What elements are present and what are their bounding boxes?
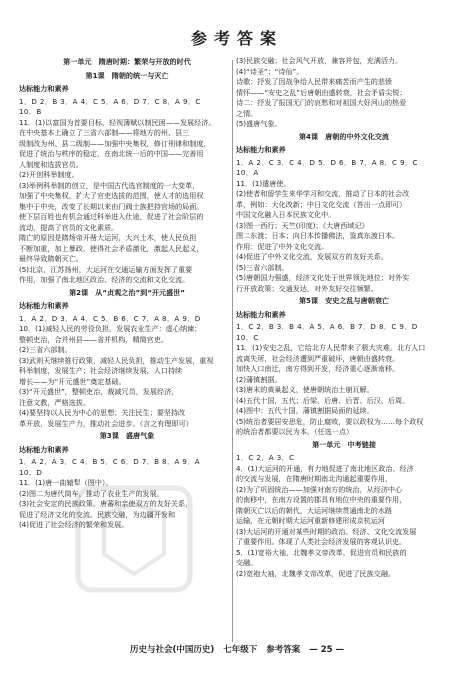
lesson-5-q11-line: (5)统治者要居安思危，防止腐败，要以政权为……每个政权 [236, 416, 424, 426]
lesson-2-q10-line: 科举制度，发展生产；社会经济继续发展，人口持续 [19, 366, 183, 375]
lesson-3-q11-line: (4)促进了社会经济的繁荣和发展。 [19, 520, 129, 529]
lesson-1-answer-line: 1．D 2．B 3．A 4．C 5．A 6．D 7．C 8．A 9．C [19, 96, 201, 106]
lesson-5-section-label: 达标能力和素养 [236, 309, 286, 319]
lesson-3-answer-line: 1．A 2．A 3．C 4．B 5．C 6．D 7．B 8．A 9．A [19, 457, 201, 466]
lesson-5-q11-line: 流离失所，社会经济遭到严重破坏，唐朝由盛转衰。 [236, 353, 400, 363]
page-title: 参考答案 [190, 29, 283, 48]
lesson-1-q11-line: 在中央基本上确立了三省六部制——将地方的州、县三 [19, 128, 190, 137]
exam-link-q4-line: 的交流与发展，在隋唐时期南北沟通起重要作用， [236, 474, 393, 483]
lesson-3-continued-line: (3)民族交融；社会风气开放，兼容并包，充满活力。 [236, 56, 403, 65]
page-footer [0, 643, 474, 655]
page-number: — 25 — [309, 645, 344, 655]
lesson-5-q11-line: 加快人口南迁，南方得到开发，经济重心逐渐南移。 [236, 364, 400, 373]
lesson-5-answer-line: 1．C 2．B 3．B 4．A 5．A 6．B 7．D 8．C 9．D [236, 322, 418, 331]
exam-link-heading: 第一单元 中考链接 [312, 439, 376, 449]
lesson-2-q10-line: 10．(1)减轻人民的劳役负担，发展农业生产：虚心纳谏； [19, 324, 202, 333]
lesson-5-q11-line: 11．(1)安史之乱，它给北方人民带来了极大灾难。北方人口 [236, 343, 426, 352]
lesson-4-q11-line: 中国文化融入日本民族文化中。 [236, 210, 336, 219]
lesson-1-q11-line: 不断加重，加上暴政，使得社会矛盾激化，激起人民起义， [19, 243, 204, 253]
lesson-2-q10-line: 革开放，发展生产力，推动社会进步。（言之有理即可） [19, 418, 193, 428]
exam-link-q4-line: 交融。 [236, 558, 258, 567]
footer-label: 参考答案 [266, 645, 301, 655]
lesson-2-q10-line: (4)要坚持以人民为中心的思想；关注民生；要坚持改 [19, 408, 186, 417]
lesson-1-q11-line: (3)举例科举制的创立，是中国古代选官制度的一大变革， [19, 180, 200, 190]
exam-link-q4-line: 了重要作用。体现了人类社会经济发展的客观认识史。 [236, 537, 407, 546]
right-column [236, 56, 452, 579]
lesson-3-continued-line: 之情。 [236, 108, 258, 118]
lesson-3-q11-line: 11．(1)唐一曲辕犁（图中）。 [19, 478, 113, 487]
exam-link-q4-line: 的南移中，在南方设置的郡具有地位中央的重要作用， [236, 495, 407, 504]
exam-link-answer-line: 4．(1)大运河的开通，有力地促进了南北地区政治、经济 [236, 463, 414, 473]
footer-grade: 七年级下 [223, 645, 258, 655]
lesson-1-q11-line: 作用，加强了南北地区政治、经济的交流和文化交流。 [19, 275, 190, 284]
exam-link-answer-line: 1．C 2．A 3．C [236, 453, 295, 462]
lesson-3-q11-line: (3)社会安定的民族政策。唐蕃和亲使双方的友好关系， [19, 499, 193, 508]
lesson-2-q10-line: (2)三省六部制。 [19, 345, 72, 354]
lesson-1-q11-line: 加强了中央集权，扩大了官吏选拔的范围，使人才的选用权 [19, 191, 204, 200]
lesson-5-answer-line: 10．C [236, 332, 259, 342]
lesson-4-answer-line: 1．A 2．C 3．C 4．D 5．D 6．B 7．A 8．C 9．C [236, 157, 418, 167]
lesson-2-q10-line: 增长——为“开元盛世”奠定基础。 [19, 376, 126, 386]
lesson-1-q11-line: 最终导致隋朝灭亡。 [19, 254, 83, 263]
lesson-3-q11-line: (2)图二为唐代筒车，推动了农业生产的发展， [19, 488, 164, 498]
lesson-4-q11-line: (5)唐朝国力强盛，经济文化处于世界领先地位；对外实 [236, 273, 410, 282]
lesson-2-q10-line: 注意文教，严格选拔。 [19, 397, 90, 407]
left-column [19, 56, 235, 531]
lesson-2-answer-line: 1．A 2．D 3．A 4．C 5．B 6．C 7．A 8．A 9．D [19, 313, 201, 323]
lesson-3-heading: 第3课 盛唐气象 [99, 431, 155, 440]
unit-heading: 第一单元 隋唐时期：繁荣与开放的时代 [63, 57, 191, 66]
lesson-1-q11-line: 级制改为州、县二级制——加强中央集权，修订刑律和制度， [19, 138, 211, 148]
exam-link-q4-line: 运输，在元朝时期大运河重新修建形成京杭运河 [236, 516, 385, 525]
lesson-1-q11-line: 促进了统治与秩序的稳定，在南北统一后的中国——完善用 [19, 149, 204, 158]
lesson-4-q11-line: (3)图一西行；天竺(印度)；《大唐西域记》 [236, 220, 369, 230]
lesson-3-continued-line: 诗二：抒发了报国无门的哀愁和对祖国大好河山的热爱 [236, 98, 407, 107]
lesson-3-continued-line: (5)盛唐气象。 [236, 119, 282, 128]
lesson-5-q11-line: (3)唐末的黄巢起义，使唐朝统治土崩瓦解。 [236, 385, 374, 394]
exam-link-q4-line: (2)宽袍大袖，北魏孝文帝改革，促进了民族交融。 [236, 568, 396, 578]
lesson-4-q11-line: 作用：促进了中外文化交流。 [236, 241, 329, 251]
lesson-5-q11-line: 的统治者都要以民为本。（任选一点） [236, 427, 354, 436]
lesson-5-q11-line: (4)五代十国，五代；后梁、后唐、后晋、后汉、后周。 [236, 395, 410, 405]
lesson-1-q11-line: 使下层百姓也有机会通过科举进入仕途，促进了社会阶层的 [19, 212, 204, 221]
lesson-3-continued-line: (4)“诗圣”；“诗仙”。 [236, 66, 304, 76]
exam-link-q4-line: 隋朝灭亡以后的朝代，大运河继续贯通南北的水路 [236, 505, 393, 515]
lesson-4-heading: 第4课 唐朝的中外文化交流 [298, 131, 390, 141]
lesson-1-q11-line: (2)开创科举制度。 [19, 170, 79, 179]
lesson-3-continued-line: 诗歌：抒发了因战争给人民带来痛苦而产生的悲愤 [236, 77, 393, 86]
lesson-4-q11-line: (4)促进了中外文化交流，发展双方的友好关系。 [236, 252, 388, 261]
lesson-2-q10-line: (3)武则天继续推行政策，减轻人民负担，推动生产发展，重视 [19, 355, 214, 365]
lesson-2-q10-line: (3)“开元盛世”，整顿吏治，裁减冗员，发展经济， [19, 387, 179, 396]
exam-link-q4-line: (3)大运河的开通对某些时期的政治、经济、文化交流发展 [236, 526, 417, 536]
lesson-5-q11-line: (4)图中：五代十国，藩镇割据局面的延续。 [236, 406, 374, 415]
lesson-4-q11-line: 行开放政策；交通发达，对外友好交往频繁。 [236, 283, 378, 293]
lesson-1-q11-line: (5)北京，江苏扬州，大运河在交通运输方面发挥了重要 [19, 264, 193, 274]
footer-subject: 历史与社会(中国历史) [130, 645, 215, 655]
lesson-4-answer-line: 10．A [236, 168, 259, 177]
lesson-1-q11-line: 11．(1)以富国为首要目标，轻视薄赋以制民困——发展经济。 [19, 117, 216, 127]
lesson-1-answer-line: 10．B [19, 107, 42, 116]
lesson-5-q11-line: (2)藩镇割据。 [236, 374, 282, 384]
lesson-4-q11-line: 图二东渡；日本；向日本传播佛法，鉴真东渡日本。 [236, 231, 400, 240]
lesson-3-answer-line: 10．D [19, 467, 43, 477]
lesson-2-section-label: 达标能力和素养 [19, 301, 69, 310]
lesson-3-section-label: 达标能力和素养 [19, 444, 69, 454]
lesson-2-heading: 第2课 从“贞观之治”到“开元盛世” [69, 287, 185, 297]
lesson-4-q11-line: 革，例如：大化改新；中日文化交流（答出一点即可） [236, 199, 407, 209]
lesson-2-q10-line: 整顿吏治，合并州县——省并机构，精简官吏。 [19, 334, 168, 344]
lesson-1-q11-line: 集中于中央，改变了长期以来由门阀士族把持官场的局面。 [19, 201, 204, 211]
lesson-1-heading: 第1课 隋朝的统一与灭亡 [85, 70, 169, 80]
watermark-icon [74, 484, 194, 594]
lesson-3-q11-line: 促进了经济文化的交流。民族交融，为边疆开发和 [19, 509, 176, 519]
lesson-1-q11-line: 隋亡的原因是隋炀帝开凿大运河，大兴土木，使人民负担 [19, 233, 197, 242]
exam-link-q4-line: (2)为了巩固统治——加强对南方的统治，从经济中心 [236, 484, 403, 494]
lesson-4-section-label: 达标能力和素养 [236, 145, 286, 154]
lesson-1-q11-line: 人制度和选拔官员。 [19, 159, 83, 169]
lesson-4-q11-line: (2)使者和留学生来华学习和交流，推动了日本的社会改 [236, 189, 410, 198]
lesson-1-q11-line: 流动，提高了官员的文化素质。 [19, 222, 119, 232]
exam-link-q4-line: 5．(1)宽裕大袖，北魏孝文帝改革，促进官员和民族的 [236, 547, 407, 557]
lesson-4-q11-line: 11．(1)遣唐使。 [236, 178, 291, 188]
lesson-4-q11-line: (5)三省六部制。 [236, 262, 289, 272]
lesson-1-section-label: 达标能力和素养 [19, 84, 69, 93]
lesson-3-continued-line: 情怀——“安史之乱”后唐朝由盛转衰，社会矛盾尖锐； [236, 87, 407, 97]
lesson-5-heading: 第5课 安史之乱与唐朝衰亡 [298, 296, 390, 305]
